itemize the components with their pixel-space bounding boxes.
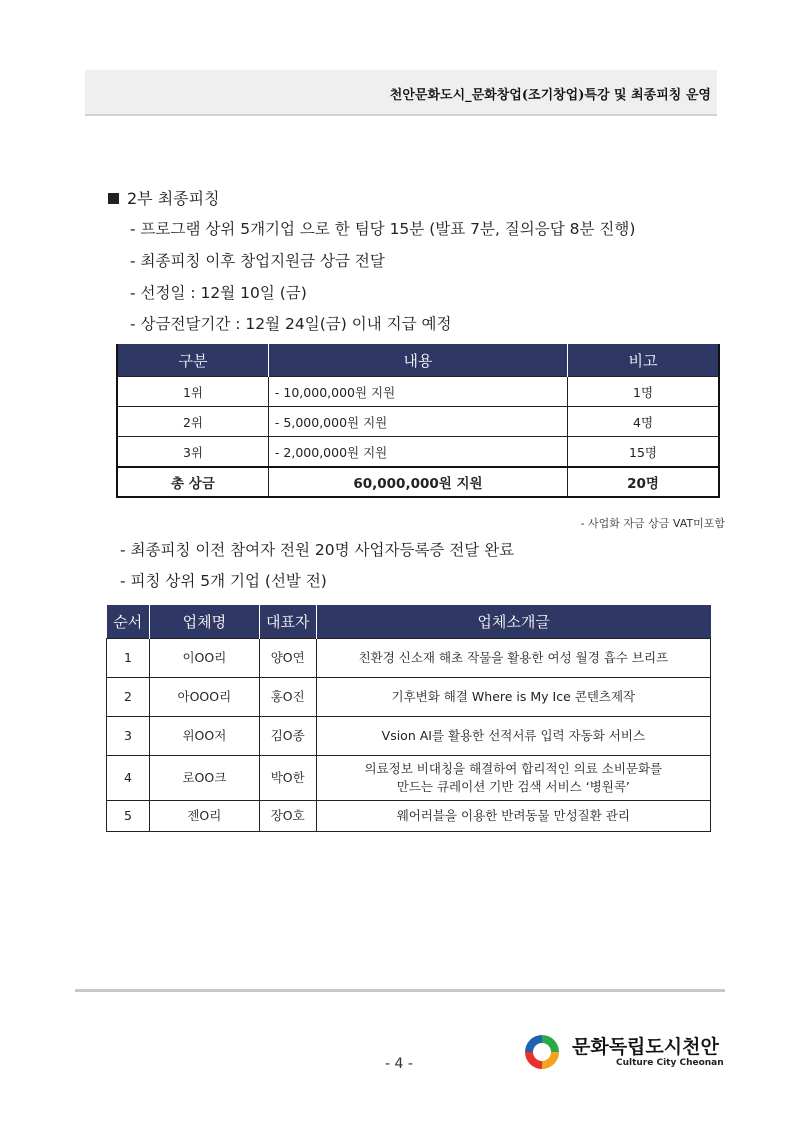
table-row bbox=[117, 407, 719, 437]
company-header-name: 업체명 bbox=[149, 605, 259, 639]
document-header-title: 천안문화도시_문화창업(조기창업)특강 및 최종피칭 운영 bbox=[389, 88, 711, 103]
prize-amount: - 5,000,000원 지원 bbox=[268, 407, 567, 437]
prize-header-note: 비고 bbox=[568, 344, 719, 377]
company-order: 5 bbox=[107, 801, 150, 832]
section-heading bbox=[108, 186, 220, 209]
company-ceo: 장O호 bbox=[259, 801, 316, 832]
total-label: 총 상금 bbox=[117, 467, 268, 497]
vat-note: - 사업화 자금 상금 VAT미포함 bbox=[580, 517, 725, 530]
company-intro-line: 만드는 큐레이션 기반 검색 서비스 ‘병원콕’ bbox=[396, 779, 630, 794]
company-intro: 웨어러블을 이용한 반려동물 만성질환 관리 bbox=[316, 801, 710, 832]
bullet-item: - 최종피칭 이후 창업지원금 상금 전달 bbox=[130, 252, 385, 270]
bullet-item: - 상금전달기간 : 12월 24일(금) 이내 지급 예정 bbox=[130, 315, 452, 333]
company-intro: 친환경 신소재 해초 작물을 활용한 여성 월경 흡수 브리프 bbox=[316, 639, 710, 678]
table-row bbox=[107, 717, 711, 756]
table-row bbox=[107, 639, 711, 678]
company-ceo: 홍O진 bbox=[259, 678, 316, 717]
prize-header-content: 내용 bbox=[268, 344, 567, 377]
company-table bbox=[106, 605, 711, 832]
table-row bbox=[117, 377, 719, 407]
header-band bbox=[85, 70, 717, 116]
cheonan-logo-icon bbox=[522, 1032, 562, 1072]
company-ceo: 김O종 bbox=[259, 717, 316, 756]
company-order: 3 bbox=[107, 717, 150, 756]
company-order: 2 bbox=[107, 678, 150, 717]
prize-count: 1명 bbox=[568, 377, 719, 407]
company-name: 아OOO리 bbox=[149, 678, 259, 717]
prize-rank: 2위 bbox=[117, 407, 268, 437]
company-header-ceo: 대표자 bbox=[259, 605, 316, 639]
prize-count: 4명 bbox=[568, 407, 719, 437]
prize-total-row bbox=[117, 467, 719, 497]
company-ceo: 양O연 bbox=[259, 639, 316, 678]
company-name: 이OO리 bbox=[149, 639, 259, 678]
footer-divider bbox=[75, 989, 725, 992]
prize-header-category: 구분 bbox=[117, 344, 268, 377]
prize-rank: 3위 bbox=[117, 437, 268, 468]
total-amount: 60,000,000원 지원 bbox=[268, 467, 567, 497]
company-intro-line: 의료정보 비대칭을 해결하여 합리적인 의료 소비문화를 bbox=[364, 761, 663, 776]
company-header-intro: 업체소개글 bbox=[316, 605, 710, 639]
prize-table bbox=[116, 344, 720, 498]
bullet-item: - 피칭 상위 5개 기업 (선발 전) bbox=[120, 572, 327, 590]
page-number: - 4 - bbox=[385, 1056, 413, 1072]
bullet-item: - 선정일 : 12월 10일 (금) bbox=[130, 284, 307, 302]
prize-amount: - 2,000,000원 지원 bbox=[268, 437, 567, 468]
prize-count: 15명 bbox=[568, 437, 719, 468]
company-name: 로OO크 bbox=[149, 756, 259, 801]
company-intro: Vsion AI를 활용한 선적서류 입력 자동화 서비스 bbox=[316, 717, 710, 756]
table-row bbox=[107, 678, 711, 717]
square-bullet-icon bbox=[108, 193, 119, 204]
company-order: 4 bbox=[107, 756, 150, 801]
logo-text-korean: 문화독립도시천안 bbox=[572, 1036, 719, 1058]
company-ceo: 박O한 bbox=[259, 756, 316, 801]
company-name: 젠O리 bbox=[149, 801, 259, 832]
company-name: 위OO저 bbox=[149, 717, 259, 756]
prize-amount: - 10,000,000원 지원 bbox=[268, 377, 567, 407]
prize-rank: 1위 bbox=[117, 377, 268, 407]
table-row bbox=[107, 756, 711, 801]
company-order: 1 bbox=[107, 639, 150, 678]
company-intro: 기후변화 해결 Where is My Ice 콘텐츠제작 bbox=[316, 678, 710, 717]
prize-table-header-row bbox=[117, 344, 719, 377]
total-count: 20명 bbox=[568, 467, 719, 497]
logo-text-english: Culture City Cheonan bbox=[616, 1058, 724, 1068]
company-header-order: 순서 bbox=[107, 605, 150, 639]
table-row bbox=[117, 437, 719, 468]
company-intro bbox=[316, 756, 710, 801]
bullet-item: - 프로그램 상위 5개기업 으로 한 팀당 15분 (발표 7분, 질의응답 8분 진행) bbox=[130, 220, 636, 238]
table-row bbox=[107, 801, 711, 832]
section-heading-text: 2부 최종피칭 bbox=[127, 189, 220, 208]
company-table-header-row bbox=[107, 605, 711, 639]
bullet-item: - 최종피칭 이전 참여자 전원 20명 사업자등록증 전달 완료 bbox=[120, 541, 515, 559]
